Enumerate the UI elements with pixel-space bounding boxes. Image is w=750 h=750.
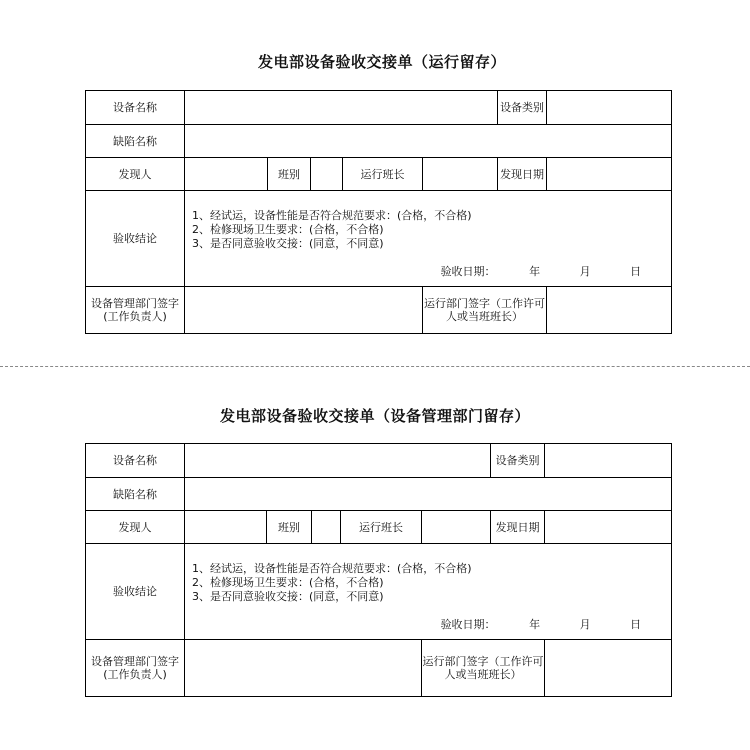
mgmt-sign-label: 设备管理部门签字(工作负责人) [86,640,185,697]
mgmt-sign-field[interactable] [185,287,423,334]
day-label: 日 [630,618,642,631]
mgmt-sign-field[interactable] [185,640,422,697]
defect-name-label: 缺陷名称 [86,125,185,158]
acceptance-date [441,265,642,278]
defect-name-field[interactable] [185,125,672,158]
discovery-date-field[interactable] [545,511,672,544]
conclusion-line: 2、检修现场卫生要求：(合格，不合格) [192,576,384,589]
shift-field[interactable] [311,158,343,191]
form-title: 发电部设备验收交接单（设备管理部门留存） [219,407,530,425]
defect-name-field[interactable] [185,478,672,511]
form-title: 发电部设备验收交接单（运行留存） [257,53,506,71]
conclusion-line: 3、是否同意验收交接：(同意，不同意) [192,237,384,250]
shift-leader-label: 运行班长 [341,511,422,544]
acceptance-date-label: 验收日期： [440,265,496,278]
shift-leader-label: 运行班长 [343,158,423,191]
discoverer-field[interactable] [185,158,268,191]
equipment-name-field[interactable] [185,444,491,478]
equipment-name-field[interactable] [185,91,498,125]
discovery-date-label: 发现日期 [498,158,547,191]
conclusion-line: 1、经试运，设备性能是否符合规范要求：(合格，不合格) [192,209,472,222]
ops-sign-label: 运行部门签字（工作许可人或当班班长） [423,287,547,334]
conclusion-label: 验收结论 [86,544,185,640]
equipment-type-field[interactable] [547,91,672,125]
acceptance-form-operations [85,90,672,334]
acceptance-date [441,618,642,631]
conclusion-line: 1、经试运，设备性能是否符合规范要求：(合格，不合格) [192,562,472,575]
year-label: 年 [529,265,541,278]
ops-sign-field[interactable] [545,640,672,697]
acceptance-form-equipment-mgmt [85,443,672,697]
discoverer-label: 发现人 [86,511,185,544]
month-label: 月 [579,265,591,278]
day-label: 日 [630,265,642,278]
month-label: 月 [579,618,591,631]
equipment-type-label: 设备类别 [498,91,547,125]
discovery-date-label: 发现日期 [491,511,545,544]
defect-name-label: 缺陷名称 [86,478,185,511]
conclusion-label: 验收结论 [86,191,185,287]
discovery-date-field[interactable] [547,158,672,191]
conclusion-field[interactable] [185,191,672,287]
equipment-type-label: 设备类别 [491,444,545,478]
equipment-name-label: 设备名称 [86,91,185,125]
shift-label: 班别 [267,511,312,544]
shift-leader-field[interactable] [422,511,491,544]
acceptance-date-label: 验收日期： [440,618,496,631]
shift-field[interactable] [312,511,341,544]
conclusion-line: 2、检修现场卫生要求：(合格，不合格) [192,223,384,236]
ops-sign-field[interactable] [547,287,672,334]
equipment-name-label: 设备名称 [86,444,185,478]
cut-line [0,366,750,367]
conclusion-field[interactable] [185,544,672,640]
discoverer-label: 发现人 [86,158,185,191]
ops-sign-label: 运行部门签字（工作许可人或当班班长） [422,640,545,697]
conclusion-line: 3、是否同意验收交接：(同意，不同意) [192,590,384,603]
shift-label: 班别 [268,158,311,191]
mgmt-sign-label: 设备管理部门签字(工作负责人) [86,287,185,334]
equipment-type-field[interactable] [545,444,672,478]
shift-leader-field[interactable] [423,158,498,191]
discoverer-field[interactable] [185,511,267,544]
year-label: 年 [529,618,541,631]
